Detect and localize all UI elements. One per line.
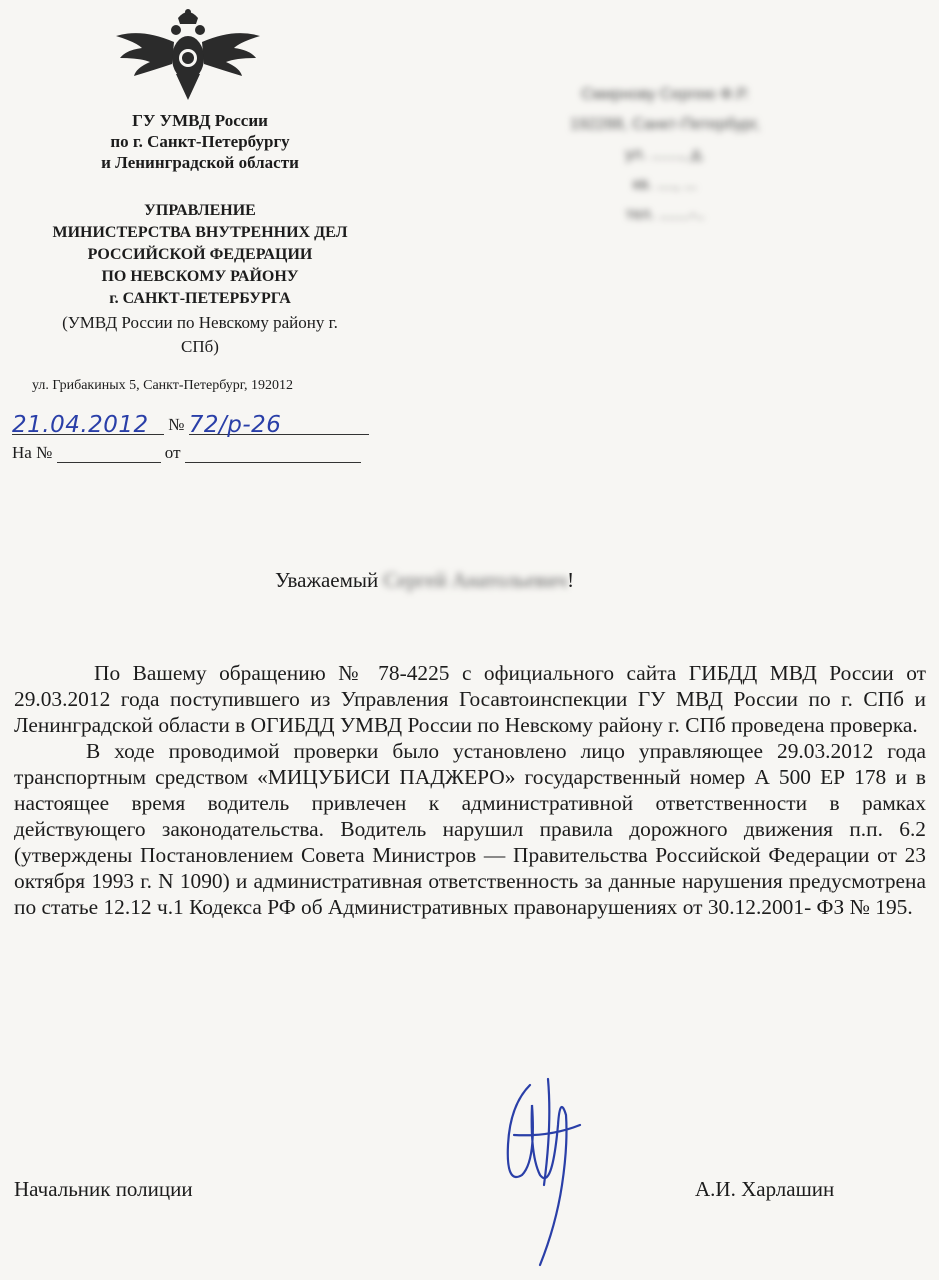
emblem-icon [112, 8, 264, 108]
reg-date: 21.04.2012 [12, 412, 149, 438]
body-paragraph: В ходе проводимой проверки было установлено лицо управляющее 29.03.2012 года транспортным средством «МИЦУБИСИ ПАДЖЕРО» государственный номер А 500 ЕР 178 и в настоящее время водитель привлечен к административной ответственности в рамках действующего законодательства. Водитель нарушил правила дорожного движения п.п. 6.2 (утверждены Постановлением Совета Министров — Правительства Российской Федерации от 23 октября 1993 г. N 1090) и административная ответственность за данные нарушения предусмотрена по статье 12.12 ч.1 Кодекса РФ об Административных правонарушениях от 30.12.2001- ФЗ № 195. [14, 739, 926, 919]
dept-line: ПО НЕВСКОМУ РАЙОНУ [101, 268, 299, 285]
dept-line: РОССИЙСКОЙ ФЕДЕРАЦИИ [87, 246, 313, 263]
salutation-prefix: Уважаемый [275, 568, 379, 592]
department-header [10, 200, 390, 310]
addressee-line: кв. ...., ... [632, 176, 698, 193]
ref-from: от [164, 443, 181, 462]
ref-date-field [185, 440, 361, 463]
salutation-suffix: ! [567, 568, 575, 592]
addressee-block-redacted [505, 80, 825, 230]
short-line: СПб) [181, 337, 219, 356]
short-line: (УМВД России по Невскому району г. [62, 313, 338, 332]
addressee-line: 192288, Санкт-Петербург, [569, 116, 761, 133]
ref-prefix: На № [12, 443, 53, 462]
org-line: ГУ УМВД России [132, 111, 268, 130]
salutation-name-redacted: Сергей Анатольевич [383, 568, 568, 592]
addressee-line: ул. ......., д. [625, 146, 705, 163]
signature-icon [470, 1065, 620, 1275]
registration-line [12, 412, 369, 438]
reg-date-field [12, 412, 164, 438]
addressee-line: тел. .......-.. [625, 206, 705, 223]
addressee-line: Смирнову Сергею Ф.Р. [581, 86, 749, 103]
ref-number-field [57, 440, 161, 463]
letter-body [14, 660, 926, 920]
signatory-title: Начальник полиции [14, 1177, 193, 1201]
department-short-name [10, 311, 390, 359]
salutation [275, 568, 574, 593]
body-paragraph: По Вашему обращению № 78-4225 с официального сайта ГИБДД МВД России от 29.03.2012 года поступившего из Управления Госавтоинспекции ГУ МВД России по г. СПб и Ленинградской области в ОГИБДД УМВД России по Невскому району г. СПб проведена проверка. [14, 661, 926, 737]
dept-line: УПРАВЛЕНИЕ [144, 202, 256, 219]
reg-number-field [188, 412, 369, 438]
department-address: ул. Грибакиных 5, Санкт-Петербург, 192012 [32, 378, 293, 393]
org-line: по г. Санкт-Петербургу [110, 132, 290, 151]
signatory-name: А.И. Харлашин [695, 1177, 835, 1201]
dept-line: МИНИСТЕРСТВА ВНУТРЕННИХ ДЕЛ [52, 224, 348, 241]
reg-number: 72/р-26 [188, 412, 282, 438]
dept-line: г. САНКТ-ПЕТЕРБУРГА [109, 290, 291, 307]
reference-line [12, 440, 361, 463]
org-header [10, 110, 390, 173]
reg-number-label: № [168, 415, 185, 434]
org-line: и Ленинградской области [101, 153, 299, 172]
